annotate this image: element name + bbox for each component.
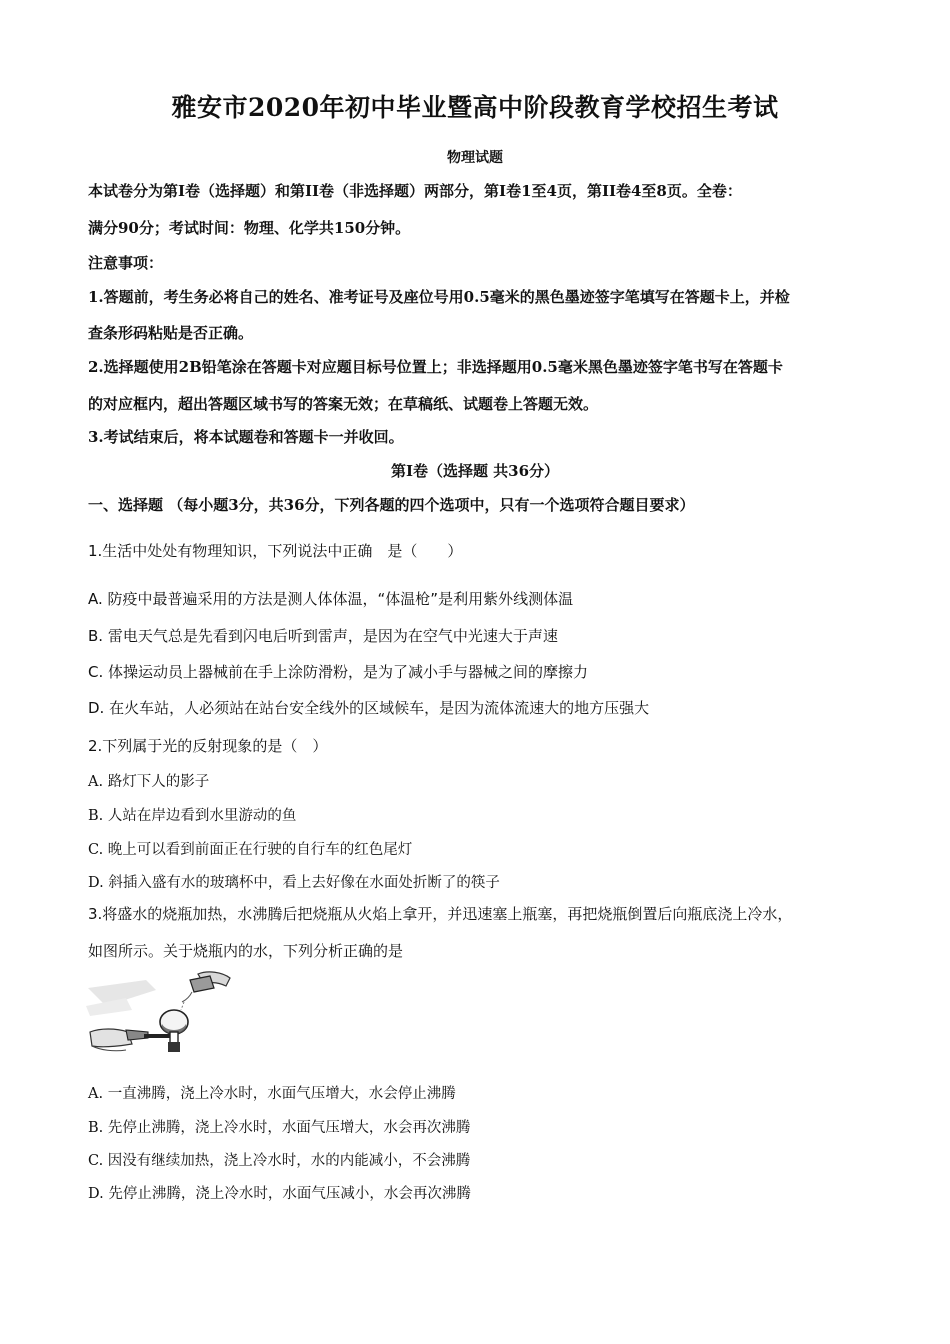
section-title: 第I卷（选择题 共36分） bbox=[390, 462, 560, 480]
notice-heading: 注意事项： bbox=[88, 254, 164, 272]
question-2-option-c: C. 晚上可以看到前面正在行驶的自行车的红色尾灯 bbox=[88, 842, 413, 858]
exam-title: 雅安市2020年初中毕业暨高中阶段教育学校招生考试 bbox=[171, 93, 779, 122]
question-2-option-b: B. 人站在岸边看到水里游动的鱼 bbox=[88, 808, 297, 824]
notice-2-line-2: 的对应框内，超出答题区域书写的答案无效；在草稿纸、试题卷上答题无效。 bbox=[88, 395, 599, 413]
question-1-stem: 1.生活中处处有物理知识，下列说法中正确 是（ ） bbox=[88, 542, 463, 560]
notice-1-line-1: 1.答题前，考生务必将自己的姓名、准考证号及座位号用0.5毫米的黑色墨迹签字笔填写在答题卡上，并检 bbox=[88, 288, 790, 306]
question-1-option-a: A. 防疫中最普遍采用的方法是测人体体温，“体温枪”是利用紫外线测体温 bbox=[88, 590, 574, 608]
notice-1-line-2: 查条形码粘贴是否正确。 bbox=[88, 324, 254, 342]
subject-title: 物理试题 bbox=[447, 150, 503, 166]
question-3-option-a: A. 一直沸腾，浇上冷水时，水面气压增大，水会停止沸腾 bbox=[88, 1086, 456, 1102]
question-1-option-b: B. 雷电天气总是先看到闪电后听到雷声，是因为在空气中光速大于声速 bbox=[88, 627, 558, 645]
notice-3: 3.考试结束后，将本试题卷和答题卡一并收回。 bbox=[88, 428, 404, 446]
question-1-option-c: C. 体操运动员上器械前在手上涂防滑粉，是为了减小手与器械之间的摩擦力 bbox=[88, 663, 589, 681]
question-3-option-b: B. 先停止沸腾，浇上冷水时，水面气压增大，水会再次沸腾 bbox=[88, 1120, 471, 1136]
part-heading: 一、选择题 （每小题3分，共36分，下列各题的四个选项中，只有一个选项符合题目要求） bbox=[88, 496, 695, 514]
question-2-option-d: D. 斜插入盛有水的玻璃杯中，看上去好像在水面处折断了的筷子 bbox=[88, 875, 500, 891]
question-1-option-d: D. 在火车站，人必须站在站台安全线外的区域候车，是因为流体流速大的地方压强大 bbox=[88, 699, 650, 717]
question-3-option-d: D. 先停止沸腾，浇上冷水时，水面气压减小，水会再次沸腾 bbox=[88, 1186, 471, 1202]
intro-line-2: 满分90分；考试时间：物理、化学共150分钟。 bbox=[88, 219, 411, 237]
notice-2-line-1: 2.选择题使用2B铅笔涂在答题卡对应题目标号位置上；非选择题用0.5毫米黑色墨迹签字笔书写在答题卡 bbox=[88, 358, 783, 376]
question-3-stem-line-2: 如图所示。关于烧瓶内的水，下列分析正确的是 bbox=[88, 942, 404, 960]
question-3-stem-line-1: 3.将盛水的烧瓶加热，水沸腾后把烧瓶从火焰上拿开，并迅速塞上瓶塞，再把烧瓶倒置后向瓶底浇上冷水， bbox=[88, 905, 793, 923]
question-2-option-a: A. 路灯下人的影子 bbox=[88, 774, 210, 790]
inverted-flask-illustration bbox=[86, 966, 232, 1056]
question-3-option-c: C. 因没有继续加热，浇上冷水时，水的内能减小，不会沸腾 bbox=[88, 1153, 471, 1169]
question-2-stem: 2.下列属于光的反射现象的是（ ） bbox=[88, 737, 328, 755]
intro-line-1: 本试卷分为第I卷（选择题）和第II卷（非选择题）两部分，第I卷1至4页，第II卷4至8页。全卷： bbox=[88, 182, 742, 200]
